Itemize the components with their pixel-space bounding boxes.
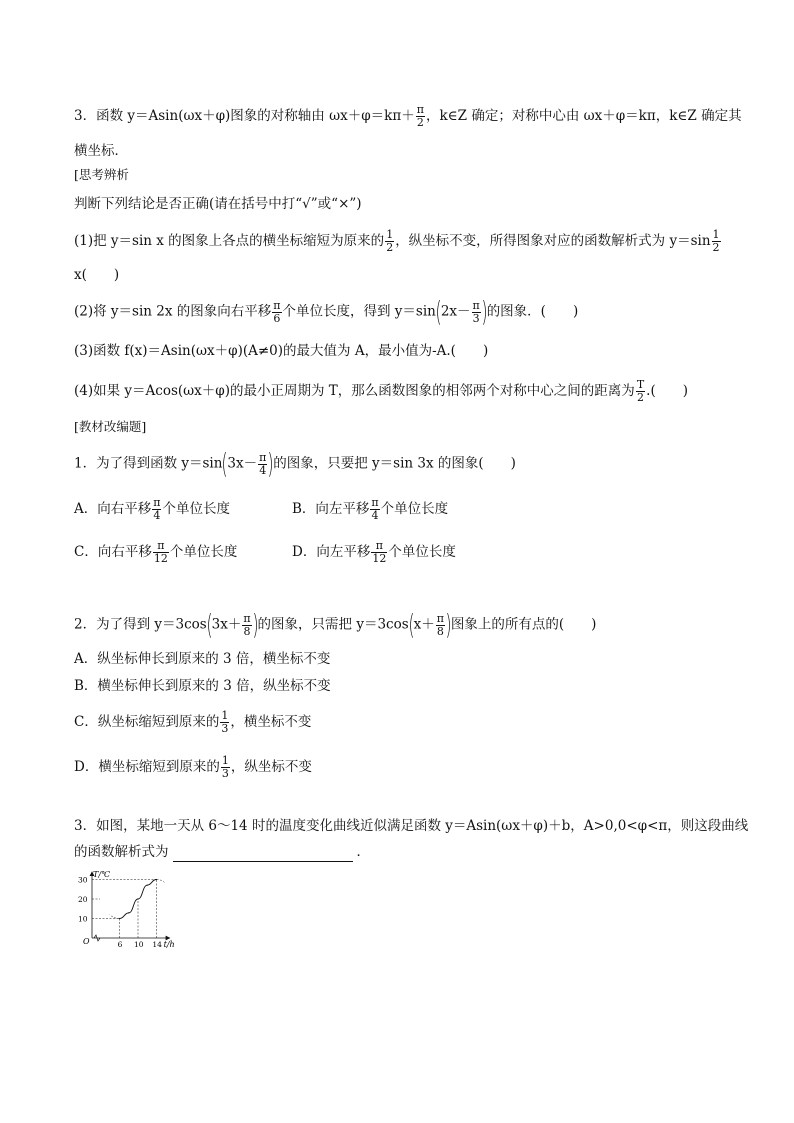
data-point [137, 898, 138, 899]
problem-2-option-d[interactable]: D．横坐标缩短到原来的 $\frac{1}{3}$ ，纵坐标不变 [74, 754, 312, 780]
review-item-3-line2: 横坐标． [74, 143, 128, 159]
fraction: $\frac{1}{2}$ [386, 228, 394, 254]
problem-1-stem: 1．为了得到函数 y＝sin(3x－ $\frac{\pi}{4}$ )的图象，只要把 y＝sin 3x 的图象( ) [74, 447, 516, 480]
think-q4: (4)如果 y＝Acos(ωx＋φ)的最小正周期为 T，那么函数图象的相邻两个对称中心之间的距离为 $\frac{T}{2}$ .( ) [74, 378, 688, 404]
data-point [147, 885, 148, 886]
fraction: $\frac{\pi}{8}$ [436, 611, 444, 638]
fraction: $\frac{1}{2}$ [712, 228, 720, 254]
origin-label: O [83, 937, 90, 946]
y-tick-label: 20 [78, 895, 88, 904]
data-point [156, 879, 157, 880]
problem-2-option-a[interactable]: A．纵坐标伸长到原来的 3 倍，横坐标不变 [74, 651, 331, 667]
fraction: $\frac{\pi}{6}$ [273, 298, 281, 325]
problem-2-option-b[interactable]: B．横坐标伸长到原来的 3 倍，纵坐标不变 [74, 678, 331, 694]
problem-2-option-c[interactable]: C．纵坐标缩短到原来的 $\frac{1}{3}$ ，横坐标不变 [74, 709, 312, 735]
fraction: $\frac{\pi}{12}$ [372, 539, 387, 565]
problem-1-option-d[interactable]: D．向左平移 $\frac{\pi}{12}$ 个单位长度 [292, 539, 456, 565]
section-header-think: [思考辨析 [74, 167, 129, 182]
curve-extension-right [156, 880, 164, 883]
think-q3: (3)函数 f(x)＝Asin(ωx＋φ)(A≠0)的最大值为 A，最小值为-A.( ) [74, 343, 489, 359]
y-tick-label: 30 [78, 875, 88, 885]
data-point [119, 918, 120, 919]
fraction: $\frac{\pi}{3}$ [472, 298, 480, 325]
problem-1-option-c[interactable]: C．向右平移 $\frac{\pi}{12}$ 个单位长度 [74, 539, 238, 565]
fraction: $\frac{T}{2}$ [636, 378, 645, 404]
problem-3-line1: 3．如图，某地一天从 6～14 时的温度变化曲线近似满足函数 y＝Asin(ωx＋φ)＋b，A>0,0<φ<π，则这段曲线 [74, 818, 749, 834]
fraction: $\frac{1}{3}$ [221, 754, 229, 780]
fraction: $\frac{\pi}{2}$ [416, 103, 424, 129]
problem-2-stem: 2．为了得到 y＝3cos(3x＋ $\frac{\pi}{8}$ )的图象，只需把 y＝3cos(x＋ $\frac{\pi}{8}$ )图象上的所有点的( ) [74, 608, 597, 641]
fraction: $\frac{\pi}{4}$ [153, 496, 161, 522]
answer-blank[interactable] [173, 847, 353, 862]
curve-extension-left [110, 915, 120, 919]
fraction: $\frac{\pi}{12}$ [153, 539, 168, 565]
x-axis-label: t/h [163, 940, 175, 949]
y-tick-label: 10 [78, 914, 88, 924]
fraction: $\frac{\pi}{4}$ [259, 450, 267, 477]
fraction: $\frac{\pi}{8}$ [243, 611, 251, 638]
x-tick-label: 14 [152, 940, 162, 949]
fraction: $\frac{\pi}{4}$ [371, 496, 379, 522]
think-q2: (2)将 y＝sin 2x 的图象向右平移 $\frac{\pi}{6}$ 个单位长度，得到 y＝sin(2x－ $\frac{\pi}{3}$ )的图象．( ) [74, 295, 579, 328]
problem-3-line2: 的函数解析式为 ． [74, 844, 370, 860]
review-item-3-line1 [74, 104, 742, 129]
data-point [128, 912, 129, 913]
review-text: ，k∈Z 确定；对称中心由 ωx＋φ＝kπ，k∈Z 确定其 [425, 108, 742, 124]
x-tick-label: 10 [134, 940, 144, 949]
temperature-chart [70, 868, 190, 950]
y-axis-label: T/℃ [93, 870, 110, 879]
review-text: 3．函数 y＝Asin(ωx＋φ)图象的对称轴由 ωx＋φ＝kπ＋ [74, 108, 415, 124]
problem-1-option-b[interactable]: B．向左平移 $\frac{\pi}{4}$ 个单位长度 [292, 496, 449, 522]
section-header-textbook: [教材改编题] [74, 419, 147, 434]
think-q1-line2: x( ) [74, 267, 120, 283]
x-tick-label: 6 [117, 940, 123, 949]
fraction: $\frac{1}{3}$ [221, 709, 229, 735]
think-q1-line1: (1)把 y＝sin x 的图象上各点的横坐标缩短为原来的 $\frac{1}{2}$ ，纵坐标不变，所得图象对应的函数解析式为 y＝sin $\frac{1}{2}$ [74, 228, 720, 254]
think-instruction: 判断下列结论是否正确(请在括号中打“√”或“×”) [74, 196, 362, 212]
problem-1-option-a[interactable]: A．向右平移 $\frac{\pi}{4}$ 个单位长度 [74, 496, 230, 522]
